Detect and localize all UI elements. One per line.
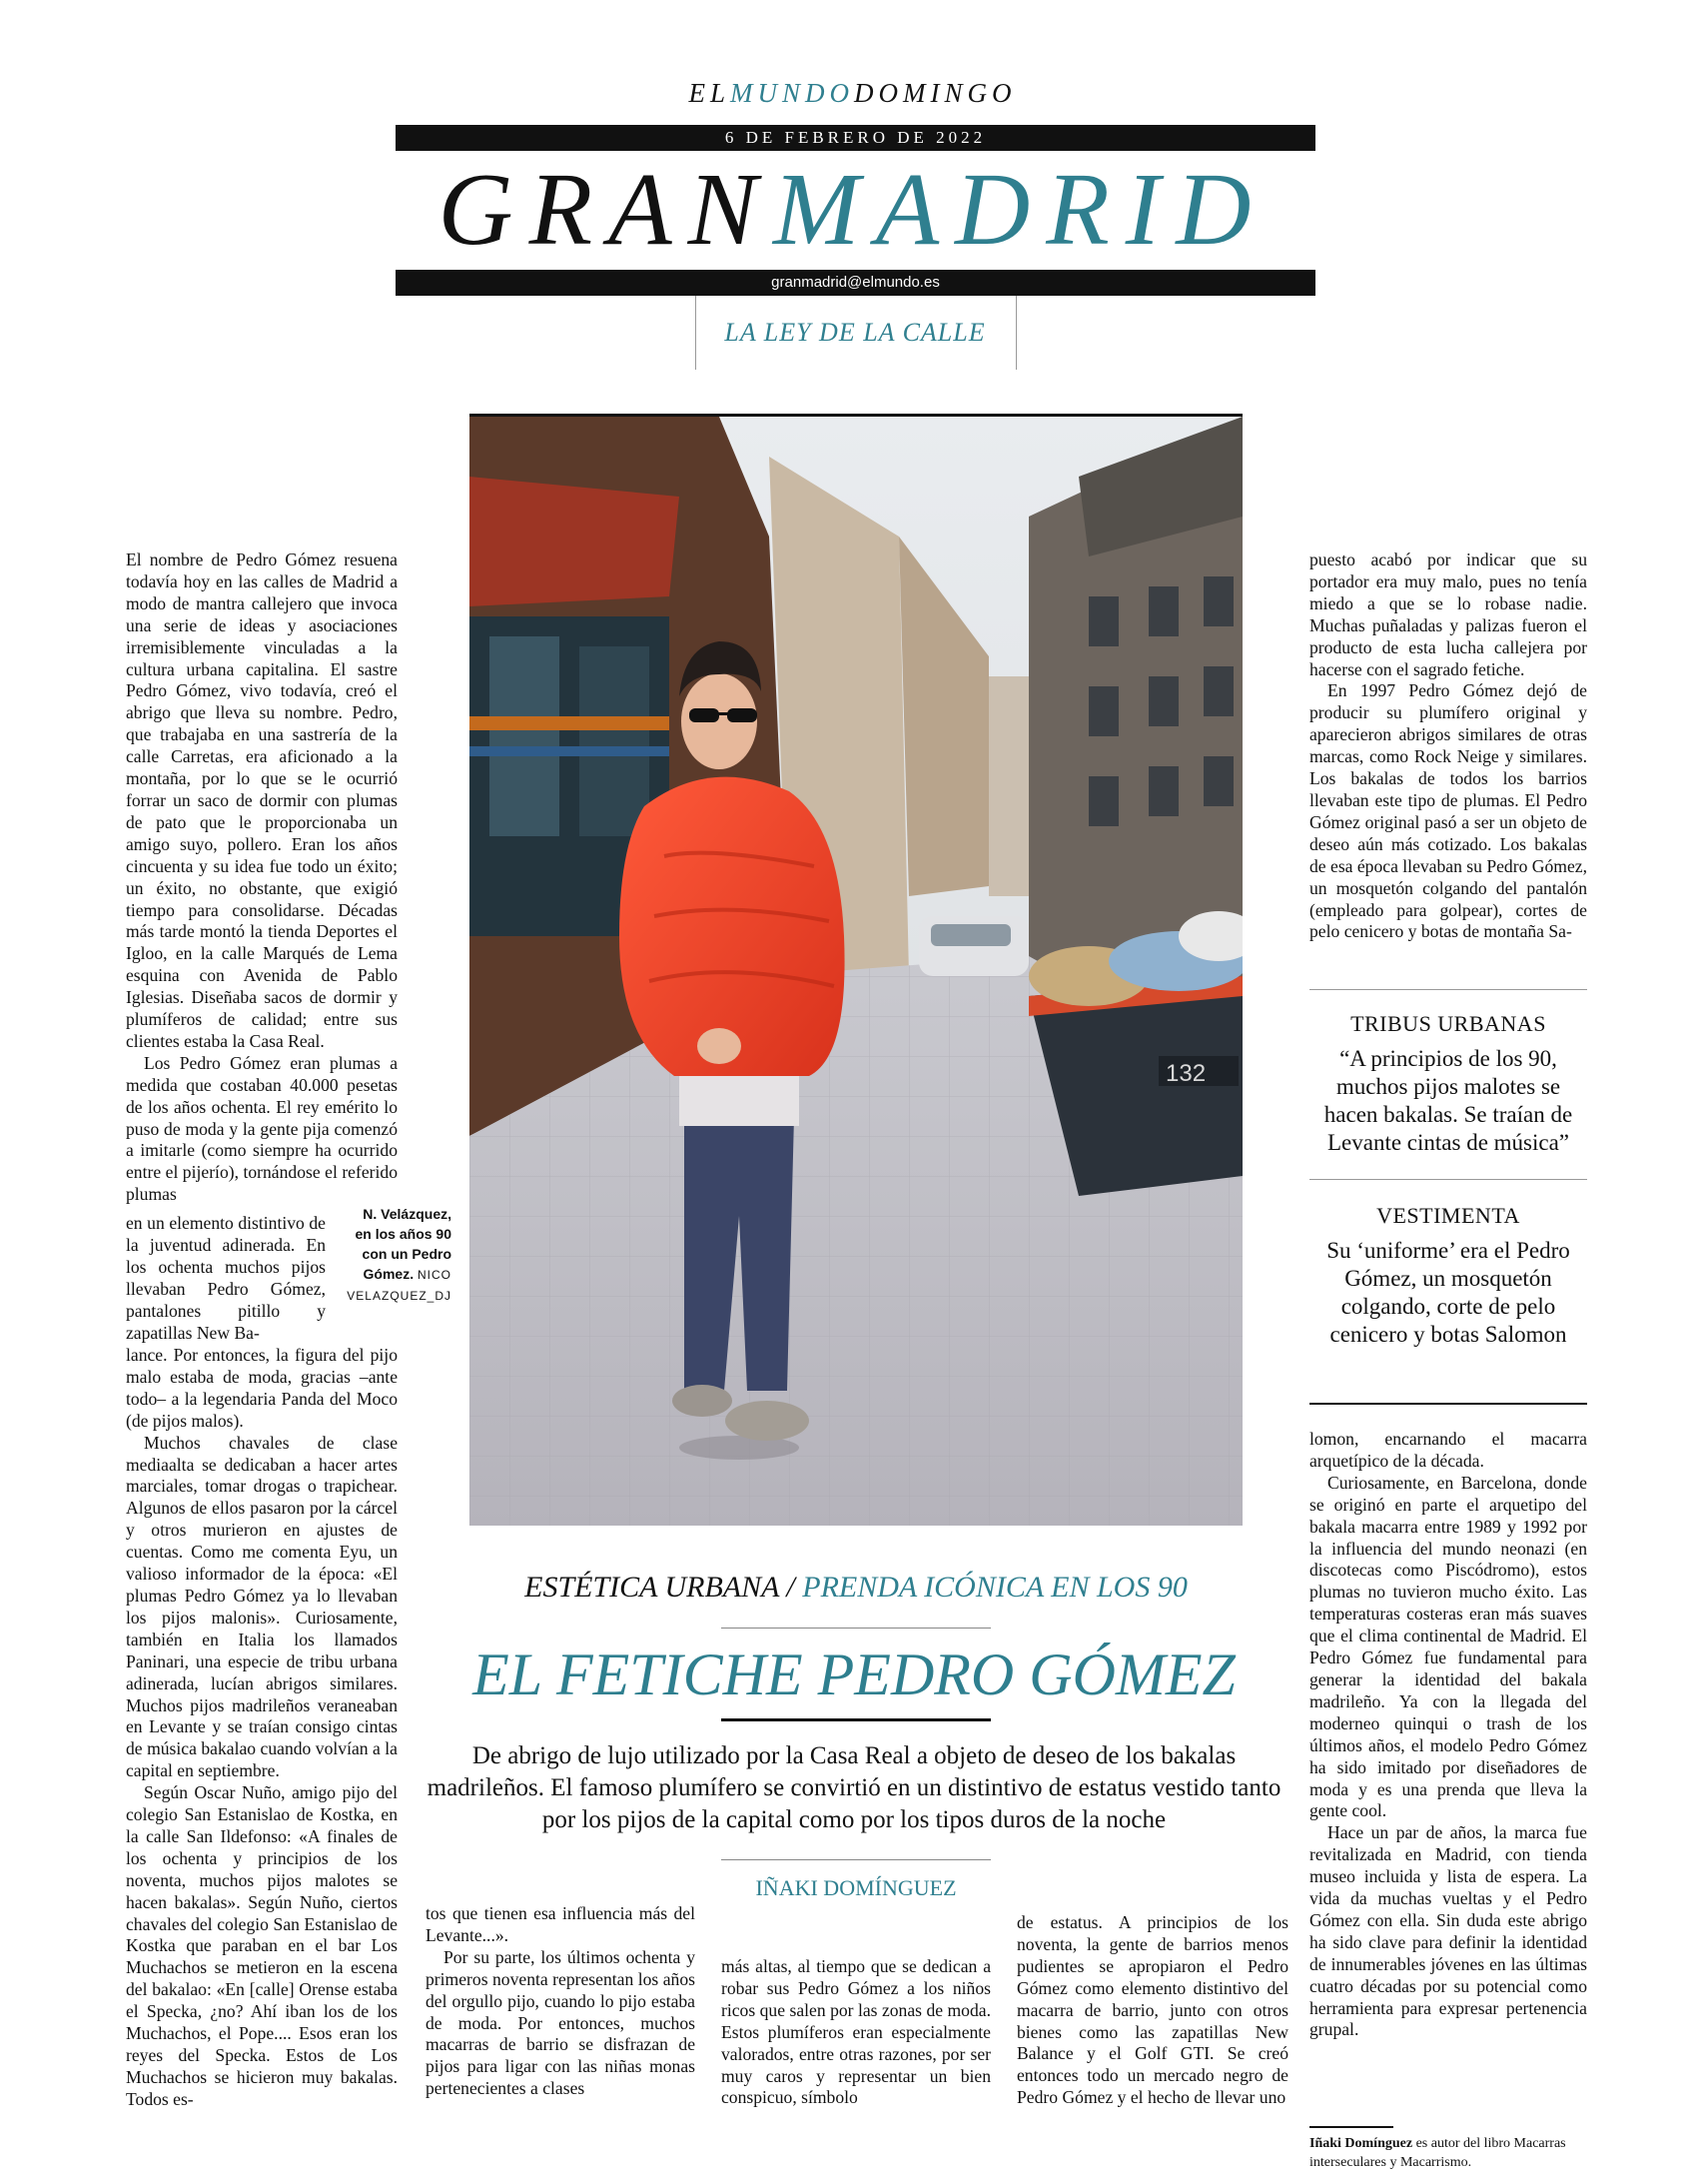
bio-text: es autor del libro Macarras interseculares y Macarrismo. (1309, 2136, 1566, 2170)
column-1-top (126, 549, 398, 1206)
brand-gran: GRAN (437, 152, 773, 267)
section-brand (0, 150, 1705, 270)
col4-paragraph-2: En 1997 Pedro Gómez dejó de producir su plumífero original y aparecieron abrigos similares de otras marcas, como Rock Neige y similares. Los bakalas de todos los barrios llevaban este tipo de plumas. El Pedro Gómez original pasó a ser un objeto de deseo aún más cotizado. Los bakalas de esa época llevaban su Pedro Gómez, un mosquetón colgando del pantalón (empleado para golpear), cortes de pelo cenicero y botas de montaña Sa- (1309, 680, 1587, 942)
column-4-bottom (1309, 1429, 1587, 2041)
pullquote-rule-3 (1309, 1403, 1587, 1405)
main-photo (469, 414, 1243, 1526)
col4-paragraph-1: puesto acabó por indicar que su portador era muy malo, pues no tenía miedo a que se lo robase nadie. Muchas puñaladas y palizas fueron el producto de esta lucha callejera por hacerse con el sagrado fetiche. (1309, 549, 1587, 679)
kicker-subsection: PRENDA ICÓNICA EN LOS 90 (802, 1571, 1188, 1604)
kicker-section: ESTÉTICA URBANA (524, 1571, 779, 1604)
brand-madrid: MADRID (773, 152, 1268, 267)
column-4-top (1309, 549, 1587, 943)
col4-paragraph-3: lomon, encarnando el macarra arquetípico de la década. (1309, 1429, 1587, 1471)
headline-rule-top (721, 1628, 991, 1629)
column-2 (426, 1903, 695, 2100)
col3b-paragraph-1: de estatus. A principios de los noventa, la gente de barrios menos pudientes se apropiaron el Pedro Gómez como elemento distintivo del macarra de barrio, junto con otros bienes como las zapatillas New Balance y el Golf GTI. Se creó entonces todo un mercado negro de Pedro Gómez y el hecho de llevar uno (1017, 1912, 1288, 2108)
col4-paragraph-5: Hace un par de años, la marca fue revitalizada en Madrid, con tienda museo incluida y lista de espera. La vida da muchas vueltas y el Pedro Gómez con ella. Sin duda este abrigo ha sido clave para definir la identidad de innumerables jóvenes en las últimas cuatro décadas por su potencial como herramienta para expresar pertenencia grupal. (1309, 1822, 1587, 2040)
masthead-mid: MUNDO (730, 78, 854, 108)
col1-paragraph-2a: Los Pedro Gómez eran plumas a medida que costaban 40.000 pesetas de los años ochenta. El rey emérito lo puso de moda y la gente pija comenzó a imitarle (como siempre ha ocurrido entre el pijerío), tornándose el referido plumas (126, 1052, 398, 1205)
pullquote-rule-1 (1309, 989, 1587, 990)
pullquote-1-heading: TRIBUS URBANAS (1350, 1011, 1546, 1036)
column-1-narrow (126, 1213, 326, 1344)
date-bar: 6 DE FEBRERO DE 2022 (396, 125, 1315, 151)
col1-paragraph-4: Según Oscar Nuño, amigo pijo del colegio San Estanislao de Kostka, en la calle San Ildefonso: «A finales de los ochenta y principios de los noventa, muchos pijos malotes se hacen bakalas». Según Nuño, ciertos chavales del colegio San Estanislao de Kostka que paraban en el bar Los Muchachos se metieron en la escena del bakalao: «En [calle] Orense estaba el Specka, ¿no? Ahí iban los de los Muchachos, el Pope.... Esos eran los reyes del Specka. Estos de Los Muchachos se hicieron muy bakalas. Todos es- (126, 1782, 398, 2109)
headline-rule-bottom (721, 1718, 991, 1721)
masthead-newspaper (0, 78, 1705, 109)
byline: IÑAKI DOMÍNGUEZ (755, 1875, 957, 1900)
col1-paragraph-2c: lance. Por entonces, la figura del pijo malo estaba de moda, gracias –ante todo– a la legendaria Panda del Moco (de pijos malos). (126, 1345, 398, 1431)
col2-paragraph-1: tos que tienen esa influencia más del Levante...». (426, 1903, 695, 1945)
kicker-separator: / (778, 1571, 803, 1604)
photo-caption (344, 1204, 451, 1306)
email-bar[interactable]: granmadrid@elmundo.es (396, 270, 1315, 296)
col1-paragraph-2b: en un elemento distintivo de la juventud adinerada. En los ochenta muchos pijos llevaban Pedro Gómez, pantalones pitillo y zapatillas New Ba- (126, 1213, 326, 1343)
col3-paragraph-1: más altas, al tiempo que se dedican a robar sus Pedro Gómez a los niños ricos que salen por las zonas de moda. Estos plumíferos eran especialmente valorados, entre otras razones, por ser muy caros y representar un bien conspicuo, símbolo (721, 1956, 991, 2108)
masthead-pre: EL (688, 78, 730, 108)
column-1-bottom (126, 1345, 398, 2111)
photo-bin-number: 132 (1166, 1060, 1207, 1087)
bio-name: Iñaki Domínguez (1309, 2136, 1413, 2151)
byline-rule (721, 1859, 991, 1860)
photo-street-scene (469, 417, 1243, 1526)
pullquote-2-text: Su ‘uniforme’ era el Pedro Gómez, un mosquetón colgando, corte de pelo cenicero y botas Salomon (1326, 1238, 1570, 1347)
column-3 (721, 1956, 991, 2109)
deck: De abrigo de lujo utilizado por la Casa Real a objeto de deseo de los bakalas madrileños. El famoso plumífero se convirtió en un distintivo de estatus vestido tanto por los pijos de la capital como por los tipos duros de la noche (426, 1742, 1281, 1833)
pullquote-2-heading: VESTIMENTA (1376, 1203, 1520, 1228)
col2-paragraph-2: Por su parte, los últimos ochenta y primeros noventa representan los años del orgullo pijo, cuando lo pijo estaba de moda. Por entonces, muchos macarras de barrio se disfrazan de pijos para ligar con las niñas monas pertenecientes a clases (426, 1946, 695, 2099)
col1-paragraph-3: Muchos chavales de clase mediaalta se dedicaban a hacer artes marciales, tomar drogas o trapichear. Algunos de ellos pasaron por la cárcel y otros murieron en ajustes de cuentas. Como me comenta Eyu, un valioso informador de la época: «El plumas Pedro Gómez ya lo llevaban los pijos malonis». Curiosamente, también en Italia los llamados Paninari, una especie de tribu urbana adinerada, lucían abrigos similares. Muchos pijos madrileños veraneaban en Levante y se traían consigo cintas de música bakalao cuando volvían a la capital en septiembre. (126, 1432, 398, 1781)
section-label: LA LEY DE LA CALLE (724, 318, 986, 347)
caption-credit: NICO VELAZQUEZ_DJ (347, 1268, 451, 1303)
author-bio (1309, 2134, 1599, 2172)
caption-text: N. Velázquez, en los años 90 con un Pedro Gómez. (355, 1206, 451, 1282)
pullquote-1-text: “A principios de los 90, muchos pijos malotes se hacen bakalas. Se traían de Levante cintas de música” (1323, 1046, 1573, 1155)
masthead-post: DOMINGO (854, 78, 1017, 108)
bio-rule (1309, 2126, 1393, 2128)
column-3b (1017, 1912, 1288, 2109)
pullquote-rule-2 (1309, 1179, 1587, 1180)
kicker (469, 1571, 1243, 1605)
col4-paragraph-4: Curiosamente, en Barcelona, donde se originó en parte el arquetipo del bakala macarra entre 1989 y 1992 por la influencia del mundo neonazi (en discotecas como Piscódromo), estos plumas no tuvieron mucho éxito. Las temperaturas costeras eran más suaves que el clima continental de Madrid. El Pedro Gómez fue fundamental para generar la identidad del bakala madrileño. Ya con la llegada del moderneo quinqui o trash de los últimos años, el modelo Pedro Gómez ha sido imitado por diseñadores de moda y es una prenda que lleva la gente cool. (1309, 1472, 1587, 1821)
col1-paragraph-1: El nombre de Pedro Gómez resuena todavía hoy en las calles de Madrid a modo de mantra callejero que invoca una serie de ideas y asociaciones irremisiblemente vinculadas a la cultura urbana capitalina. El sastre Pedro Gómez, vivo todavía, creó el abrigo que lleva su nombre. Pedro, que trabajaba en una sastrería de la calle Carretas, era aficionado a la montaña, por lo que se le ocurrió forrar un saco de dormir con plumas de pato que le proporcionaba un amigo suyo, pollero. Eran los años cincuenta y su idea fue todo un éxito; un éxito, no obstante, que exigió tiempo para consolidarse. Décadas más tarde montó la tienda Deportes el Igloo, en la calle Marqués de Lema esquina con Avenida de Pablo Iglesias. Diseñaba sacos de dormir y plumíferos de calidad; entre sus clientes estaba la Casa Real. (126, 549, 398, 1051)
headline: EL FETICHE PEDRO GÓMEZ (472, 1641, 1236, 1707)
